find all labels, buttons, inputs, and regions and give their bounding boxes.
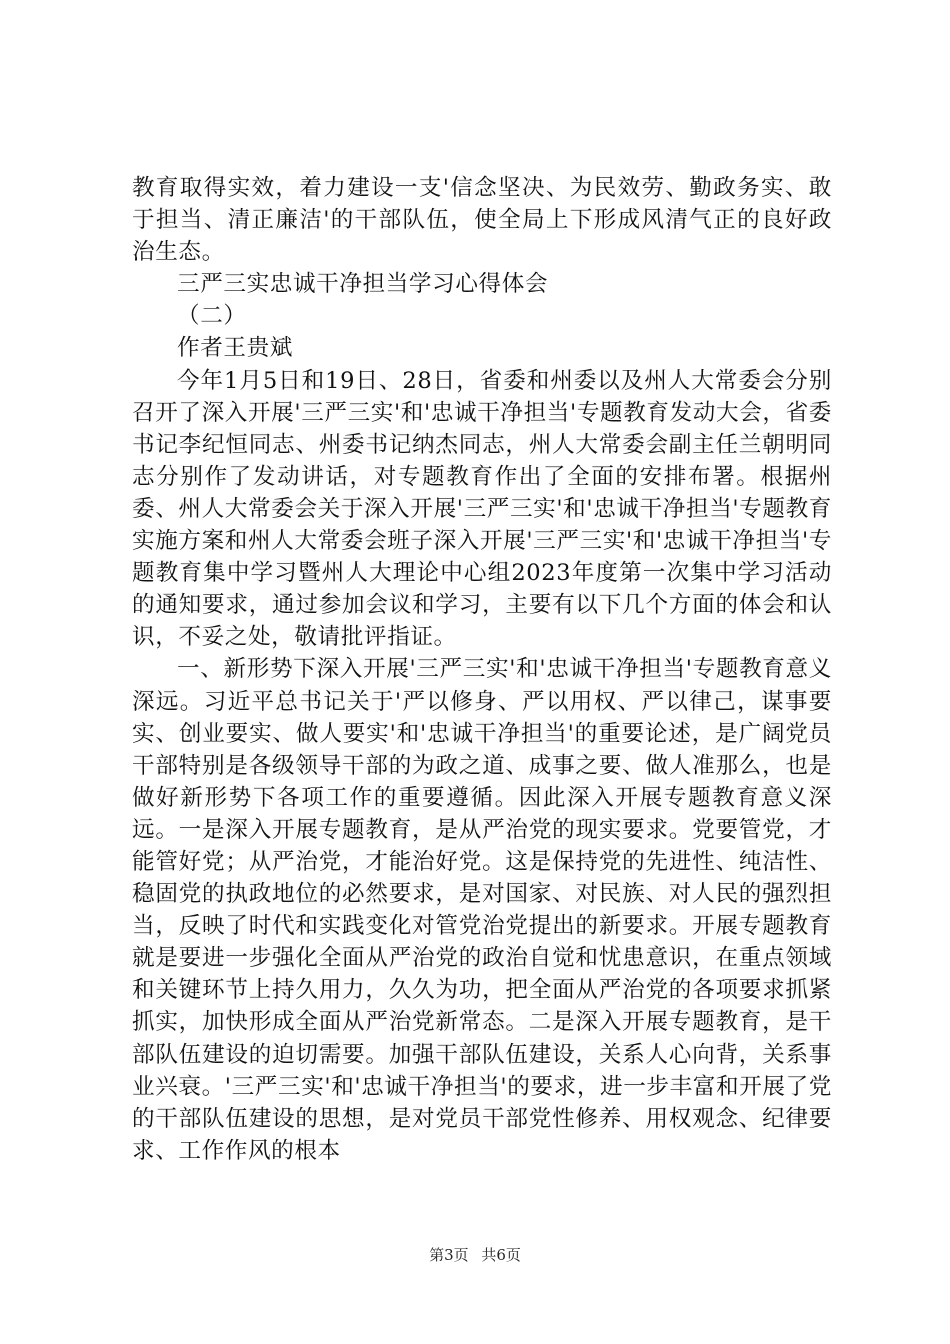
page-number: 第3页 [429,1246,469,1264]
article-author: 作者王贵斌 [177,335,293,362]
page-footer [0,1245,950,1265]
paragraph-section-one: 一、新形势下深入开展'三严三实'和'忠诚干净担当'专题教育意义深远。习近平总书记关于'严以修身、严以用权、严以律己，谋事要实、创业要实、做人要实'和'忠诚干净担当'的重要论述，是广阔党员干部特别是各级领导干部的为政之道、成事之要、做人准那么，也是做好新形势下各项工作的重要遵循。因此深入开展专题教育意义深远。一是深入开展专题教育，是从严治党的现实要求。党要管党，才能管好党；从严治党，才能治好党。这是保持党的先进性、纯洁性、稳固党的执政地位的必然要求，是对国家、对民族、对人民的强烈担当，反映了时代和实践变化对管党治党提出的新要求。开展专题教育就是要进一步强化全面从严治党的政治自觉和忧患意识，在重点领域和关键环节上持久用力，久久为功，把全面从严治党的各项要求抓紧抓实，加快形成全面从严治党新常态。二是深入开展专题教育，是干部队伍建设的迫切需要。加强干部队伍建设，关系人心向背，关系事业兴衰。'三严三实'和'忠诚干净担当'的要求，进一步丰富和开展了党的干部队伍建设的思想，是对党员干部党性修养、用权观念、纪律要求、工作作风的根本 [132,656,832,1164]
paragraph-continued-text: 教育取得实效，着力建设一支'信念坚决、为民效劳、勤政务实、敢于担当、清正廉洁'的干部队伍，使全局上下形成风清气正的良好政治生态。 [132,175,832,266]
article-title: 三严三实忠诚干净担当学习心得体会 [177,271,549,298]
paragraph-intro: 今年1月5日和19日、28日，省委和州委以及州人大常委会分别召开了深入开展'三严三实'和'忠诚干净担当'专题教育发动大会，省委书记李纪恒同志、州委书记纳杰同志，州人大常委会副主任兰朝明同志分别作了发动讲话，对专题教育作出了全面的安排布署。根据州委、州人大常委会关于深入开展'三严三实'和'忠诚干净担当'专题教育实施方案和州人大常委会班子深入开展'三严三实'和'忠诚干净担当'专题教育集中学习暨州人大理论中心组2023年度第一次集中学习活动的通知要求，通过参加会议和学习，主要有以下几个方面的体会和认识，不妥之处，敬请批评指证。 [132,367,832,651]
document-body [132,172,832,1167]
article-part-number: （二） [177,303,247,330]
total-pages: 共6页 [481,1246,521,1264]
